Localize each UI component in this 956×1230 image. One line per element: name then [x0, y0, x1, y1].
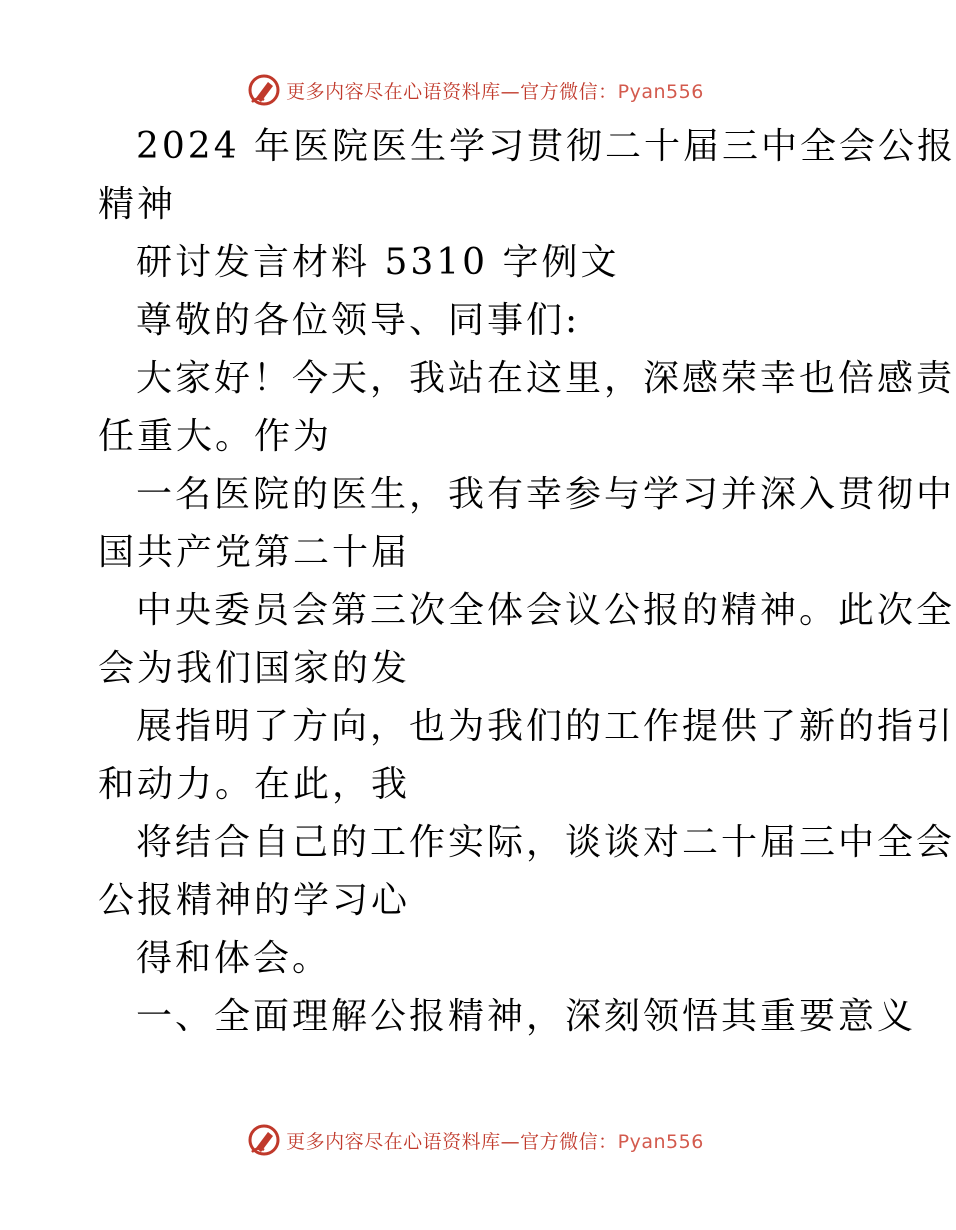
document-body [98, 118, 956, 1046]
watermark-wechat-id: Pyan556 [617, 80, 704, 103]
doc-paragraph-line: 得和体会。 [136, 938, 332, 979]
doc-paragraph-line: 公报精神的学习心 [98, 880, 411, 921]
doc-section-heading: 一、全面理解公报精神，深刻领悟其重要意义 [136, 996, 917, 1037]
watermark-label: 更多内容尽在心语资料库—官方微信： [286, 1130, 618, 1153]
doc-paragraph-line: 任重大。作为 [98, 416, 333, 457]
watermark-label: 更多内容尽在心语资料库—官方微信： [286, 80, 618, 103]
doc-paragraph-line: 一名医院的医生，我有幸参与学习并深入贯彻中 [136, 474, 956, 515]
pen-circle-logo-icon [246, 72, 282, 108]
doc-paragraph-line: 中央委员会第三次全体会议公报的精神。此次全 [136, 590, 956, 631]
doc-paragraph-line: 大家好！今天，我站在这里，深感荣幸也倍感责 [136, 358, 956, 399]
doc-paragraph-line: 将结合自己的工作实际，谈谈对二十届三中全会 [136, 822, 956, 863]
pen-circle-logo-icon [246, 1122, 282, 1158]
doc-salutation: 尊敬的各位领导、同事们: [136, 300, 581, 341]
footer-watermark [0, 1122, 950, 1158]
doc-paragraph-line: 和动力。在此，我 [98, 764, 411, 805]
watermark-text [286, 1127, 704, 1154]
doc-title-line-2: 精神 [98, 184, 177, 225]
watermark-text [286, 77, 704, 104]
doc-paragraph-line: 展指明了方向，也为我们的工作提供了新的指引 [136, 706, 956, 747]
doc-subtitle: 研讨发言材料 5310 字例文 [136, 242, 620, 283]
header-watermark [0, 72, 950, 108]
doc-paragraph-line: 会为我们国家的发 [98, 648, 411, 689]
doc-title-line-1: 2024 年医院医生学习贯彻二十届三中全会公报 [136, 126, 956, 167]
watermark-wechat-id: Pyan556 [617, 1130, 704, 1153]
doc-paragraph-line: 国共产党第二十届 [98, 532, 411, 573]
